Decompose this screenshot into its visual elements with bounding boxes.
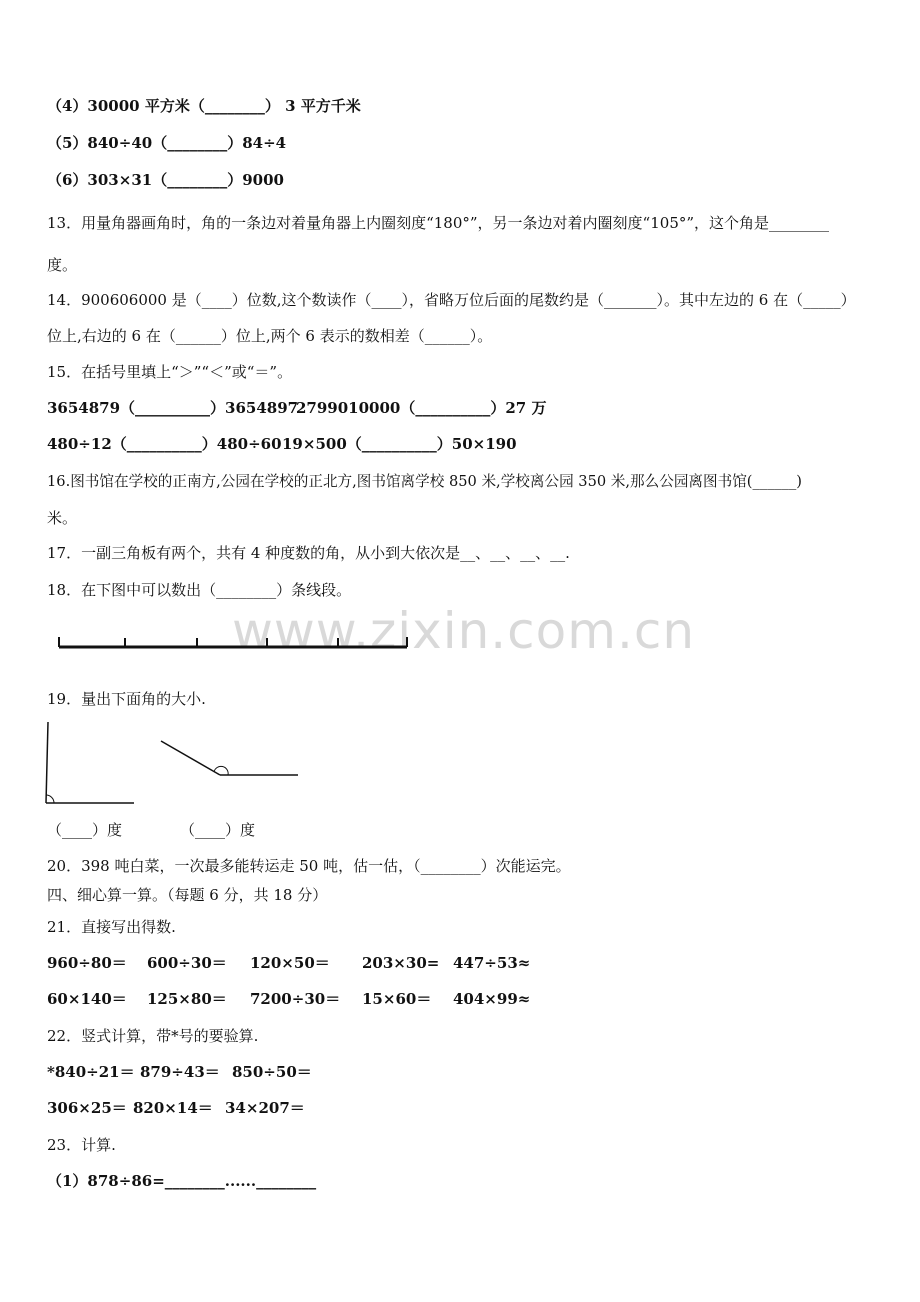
question-16-line1: 16.图书馆在学校的正南方,公园在学校的正北方,图书馆离学校 850 米,学校离公园 350 米,那么公园离图书馆(______) [47,473,802,490]
q15-row1-a: 3654879（__________）3654897 [47,399,299,417]
question-14-line1: 14．900606000 是（____）位数,这个数读作（____），省略万位后面的尾数约是（_______）。其中左边的 6 在（_____） [47,291,856,309]
q21-r2-c5: 404×99≈ [453,990,531,1008]
item-5: （5）840÷40（________）84÷4 [47,134,287,152]
q21-r2-c1: 60×140＝ [47,990,127,1008]
q19-answer-2: （____）度 [180,821,256,839]
item-4: （4）30000 平方米（________） 3 平方千米 [47,97,361,115]
question-23: 23．计算. [47,1136,116,1154]
angle-2-figure [158,738,303,783]
question-22: 22．竖式计算，带*号的要验算. [47,1027,259,1045]
q22-r2-c1: 306×25＝ [47,1099,127,1117]
question-21: 21．直接写出得数. [47,918,176,936]
q21-r1-c3: 120×50＝ [250,954,330,972]
q21-r1-c2: 600÷30＝ [147,954,227,972]
question-14-line2: 位上,右边的 6 在（______）位上,两个 6 表示的数相差（______）。 [47,327,493,345]
q22-r2-c3: 34×207＝ [225,1099,305,1117]
angle-2-arc [214,766,228,775]
q22-r1-c1: *840÷21＝ [47,1063,135,1081]
question-17: 17．一副三角板有两个，共有 4 种度数的角，从小到大依次是__、__、__、__. [47,544,570,562]
question-13-line1: 13．用量角器画角时，角的一条边对着量角器上内圈刻度“180°”，另一条边对着内圈刻度“105°”，这个角是________ [47,214,830,232]
q22-r2-c2: 820×14＝ [133,1099,213,1117]
segment-figure [55,632,415,652]
item-6: （6）303×31（________）9000 [47,171,284,189]
question-19: 19．量出下面角的大小. [47,690,206,708]
q19-answer-1: （____）度 [47,821,123,839]
q21-r1-c1: 960÷80＝ [47,954,127,972]
question-23-part-1: （1）878÷86=________......________ [47,1172,317,1190]
section-4-heading: 四、细心算一算。（每题 6 分，共 18 分） [47,886,328,904]
angle-2-ray-upper [161,741,220,775]
q22-r1-c2: 879÷43＝ [140,1063,220,1081]
angle-1-ray-upper [46,722,48,803]
question-18: 18．在下图中可以数出（________）条线段。 [47,581,352,599]
q21-r2-c4: 15×60＝ [362,990,432,1008]
q21-r1-c5: 447÷53≈ [453,954,531,972]
angle-1-arc [46,795,54,803]
q15-row1-b: 2799010000（__________）27 万 [296,399,547,417]
q15-row2-a: 480÷12（__________）480÷60 [47,435,282,453]
q21-r1-c4: 203×30= [362,954,440,972]
question-15: 15．在括号里填上“＞”“＜”或“＝”。 [47,363,293,381]
q15-row2-b: 19×500（__________）50×190 [282,435,517,453]
angle-1-figure [40,720,140,808]
q22-r1-c3: 850÷50＝ [232,1063,312,1081]
question-13-line2: 度。 [47,256,78,274]
question-20: 20．398 吨白菜，一次最多能转运走 50 吨，估一估，（________）次能运完。 [47,857,571,875]
question-16-line2: 米。 [47,509,78,527]
q21-r2-c2: 125×80＝ [147,990,227,1008]
q21-r2-c3: 7200÷30＝ [250,990,341,1008]
watermark: www.zixin.com.cn [232,602,696,660]
